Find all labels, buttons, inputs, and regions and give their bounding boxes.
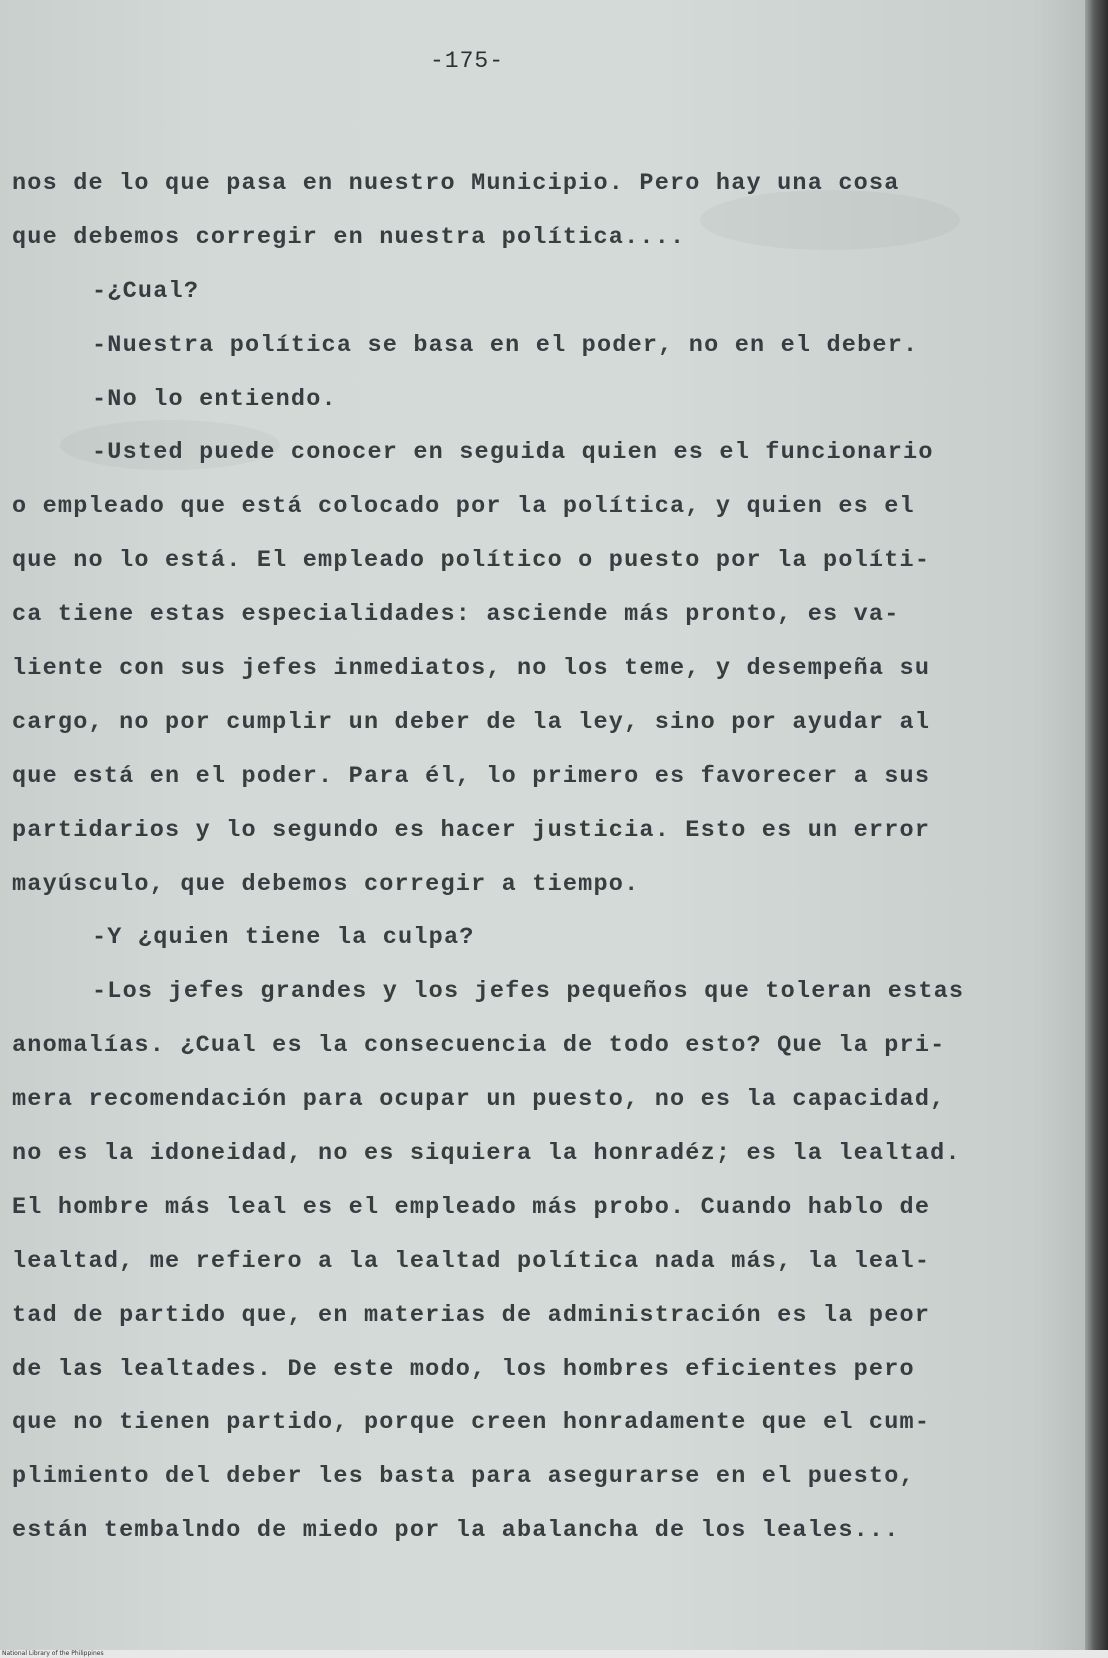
text-line: partidarios y lo segundo es hacer justicia. Esto es un error	[12, 816, 931, 844]
text-line: o empleado que está colocado por la política, y quien es el	[12, 493, 915, 521]
text-line: mera recomendación para ocupar un puesto, no es la capacidad,	[12, 1086, 946, 1114]
text-line: tad de partido que, en materias de administración es la peor	[12, 1301, 931, 1329]
text-line: -Los jefes grandes y los jefes pequeños que toleran estas	[92, 978, 965, 1006]
text-line: liente con sus jefes inmediatos, no los teme, y desempeña su	[12, 655, 931, 683]
body-text	[12, 157, 1022, 1558]
text-line: anomalías. ¿Cual es la consecuencia de todo esto? Que la pri-	[12, 1032, 946, 1060]
text-line: de las lealtades. De este modo, los hombres eficientes pero	[12, 1355, 915, 1383]
text-line: El hombre más leal es el empleado más probo. Cuando hablo de	[12, 1193, 931, 1221]
text-line: no es la idoneidad, no es siquiera la honradéz; es la lealtad.	[12, 1140, 961, 1168]
text-line: -¿Cual?	[92, 277, 200, 305]
text-line: que no lo está. El empleado político o puesto por la políti-	[12, 547, 931, 575]
text-line: lealtad, me refiero a la lealtad política nada más, la leal-	[12, 1247, 931, 1275]
text-line: nos de lo que pasa en nuestro Municipio. Pero hay una cosa	[12, 170, 900, 197]
text-line: ca tiene estas especialidades: asciende más pronto, es va-	[12, 601, 900, 629]
scan-edge	[1085, 0, 1108, 1658]
footer-credit: National Library of the Philippines	[2, 1650, 104, 1657]
text-line: -Nuestra política se basa en el poder, no en el deber.	[92, 331, 919, 359]
text-line: cargo, no por cumplir un deber de la ley, sino por ayudar al	[12, 708, 931, 736]
text-line: -Usted puede conocer en seguida quien es el funcionario	[92, 439, 934, 467]
page-number: -175-	[430, 48, 505, 74]
text-line: -Y ¿quien tiene la culpa?	[92, 924, 475, 952]
text-line: que está en el poder. Para él, lo primero es favorecer a sus	[12, 762, 931, 790]
text-line: plimiento del deber les basta para asegurarse en el puesto,	[12, 1463, 915, 1491]
footer-strip	[0, 1650, 1108, 1658]
text-line: están tembalndo de miedo por la abalancha de los leales...	[12, 1517, 900, 1545]
text-line: que no tienen partido, porque creen honradamente que el cum-	[12, 1409, 931, 1437]
text-line: que debemos corregir en nuestra política....	[12, 223, 686, 251]
text-line: -No lo entiendo.	[92, 385, 337, 413]
text-line: mayúsculo, que debemos corregir a tiempo.	[12, 870, 640, 898]
